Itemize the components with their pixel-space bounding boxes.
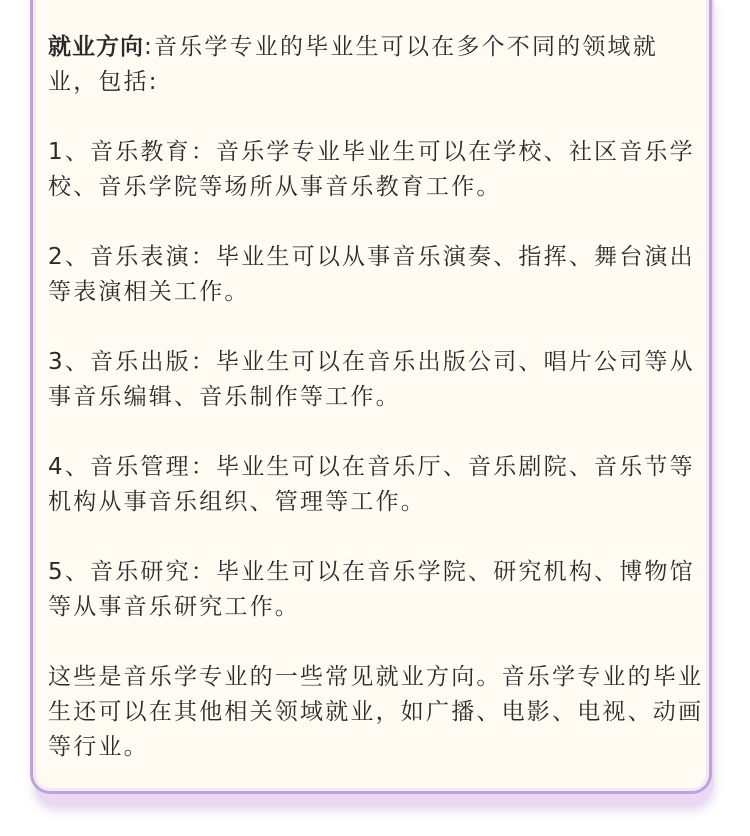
intro-text: :音乐学专业的毕业生可以在多个不同的领域就业，包括: — [48, 34, 658, 95]
conclusion-paragraph: 这些是音乐学专业的一些常见就业方向。音乐学专业的毕业生还可以在其他相关领域就业，如广播、电影、电视、动画等行业。 — [48, 664, 704, 760]
article-body — [48, 30, 704, 800]
intro-paragraph — [48, 30, 704, 100]
list-item: 3、音乐出版：毕业生可以在音乐出版公司、唱片公司等从事音乐编辑、音乐制作等工作。 — [48, 349, 695, 410]
list-item: 1、音乐教育：音乐学专业毕业生可以在学校、社区音乐学校、音乐学院等场所从事音乐教育工作。 — [48, 139, 695, 200]
list-item: 2、音乐表演：毕业生可以从事音乐演奏、指挥、舞台演出等表演相关工作。 — [48, 244, 695, 305]
list-item: 5、音乐研究：毕业生可以在音乐学院、研究机构、博物馆等从事音乐研究工作。 — [48, 559, 695, 620]
list-item: 4、音乐管理：毕业生可以在音乐厅、音乐剧院、音乐节等机构从事音乐组织、管理等工作。 — [48, 454, 695, 515]
section-heading: 就业方向 — [48, 34, 144, 60]
